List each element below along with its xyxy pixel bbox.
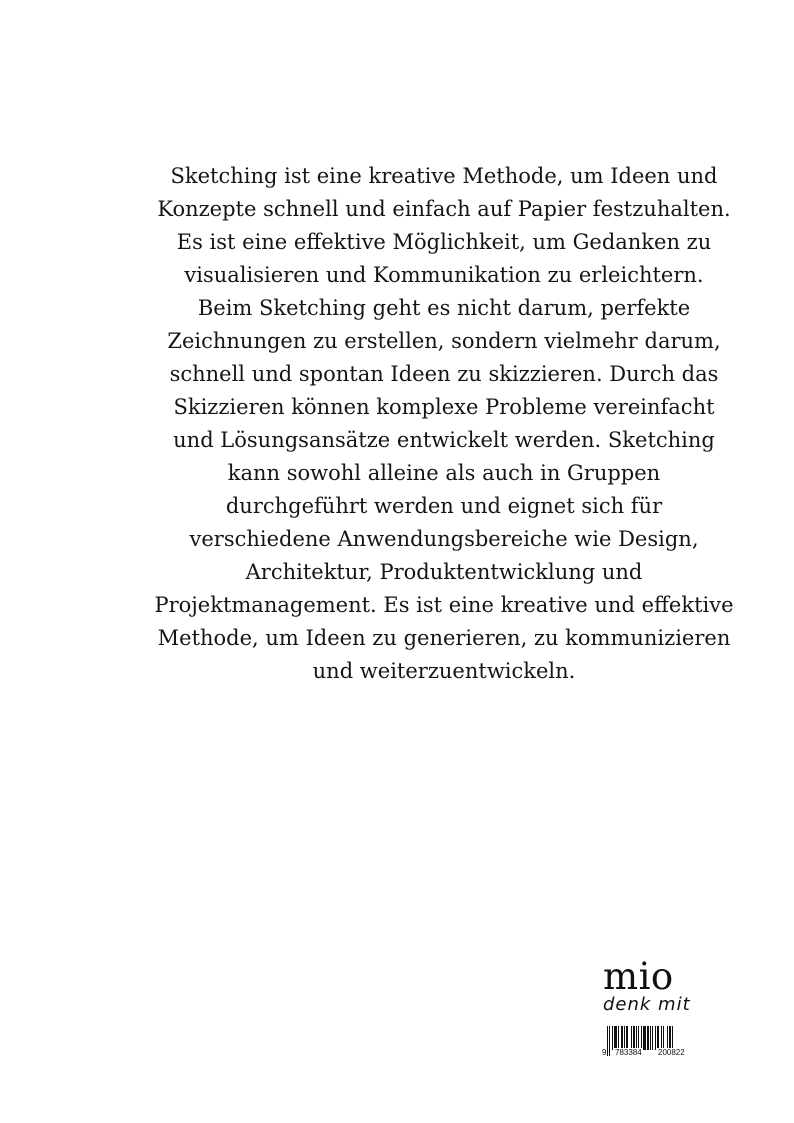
barcode-bar: [609, 1026, 610, 1056]
barcode-bar: [650, 1026, 651, 1050]
barcode-bar: [624, 1026, 625, 1050]
barcode-bar: [661, 1026, 662, 1050]
barcode-bar: [643, 1026, 646, 1050]
paragraph-line: Sketching ist eine kreative Methode, um Ideen und: [170, 164, 718, 188]
paragraph-line: Zeichnungen zu erstellen, sondern vielmehr darum,: [167, 329, 721, 353]
publisher-logo: [603, 955, 733, 1016]
barcode-bar: [631, 1026, 632, 1050]
barcode-bar: [647, 1026, 649, 1050]
barcode-bar: [667, 1026, 668, 1050]
paragraph-line: Methode, um Ideen zu generieren, zu kommunizieren: [157, 626, 731, 650]
barcode-bar: [669, 1026, 671, 1050]
paragraph-line: Es ist eine effektive Möglichkeit, um Gedanken zu: [176, 230, 712, 254]
barcode-bar: [626, 1026, 628, 1050]
paragraph-line: Projektmanagement. Es ist eine kreative und effektive: [154, 593, 734, 617]
barcode-bar: [641, 1026, 642, 1050]
paragraph-line: verschiedene Anwendungsbereiche wie Design,: [189, 527, 699, 551]
paragraph-line: kann sowohl alleine als auch in Gruppen: [227, 461, 661, 485]
description-paragraph: [150, 160, 738, 688]
barcode-bar: [614, 1026, 617, 1050]
paragraph-line: durchgeführt werden und eignet sich für: [225, 494, 663, 518]
barcode-bar: [638, 1026, 639, 1050]
barcode-right-digits: 200822: [658, 1048, 685, 1057]
paragraph-line: und Lösungsansätze entwickelt werden. Sketching: [173, 428, 715, 452]
paragraph-line: schnell und spontan Ideen zu skizzieren. Durch das: [169, 362, 719, 386]
barcode-bar: [663, 1026, 664, 1050]
paragraph-line: Skizzieren können komplexe Probleme vereinfacht: [173, 395, 715, 419]
barcode-bar: [633, 1026, 635, 1050]
barcode-lead-digit: 9: [602, 1048, 607, 1057]
barcode-bar: [612, 1026, 613, 1050]
paragraph-line: Konzepte schnell und einfach auf Papier festzuhalten.: [157, 197, 731, 221]
barcode-bar: [636, 1026, 637, 1050]
paragraph-line: und weiterzuentwickeln.: [312, 659, 576, 683]
paragraph-line: visualisieren und Kommunikation zu erleichtern.: [184, 263, 704, 287]
brand-name: mio: [603, 955, 674, 998]
paragraph-line: Beim Sketching geht es nicht darum, perfekte: [197, 296, 691, 320]
brand-slogan: denk mit: [603, 994, 691, 1015]
barcode-bar: [621, 1026, 623, 1050]
barcode-bar: [652, 1026, 653, 1050]
barcode-bar: [655, 1026, 656, 1050]
barcode-left-digits: 783384: [615, 1048, 642, 1057]
isbn-barcode: [601, 1026, 703, 1058]
barcode-bar: [657, 1026, 659, 1050]
barcode-bar: [618, 1026, 619, 1050]
paragraph-line: Architektur, Produktentwicklung und: [245, 560, 643, 584]
